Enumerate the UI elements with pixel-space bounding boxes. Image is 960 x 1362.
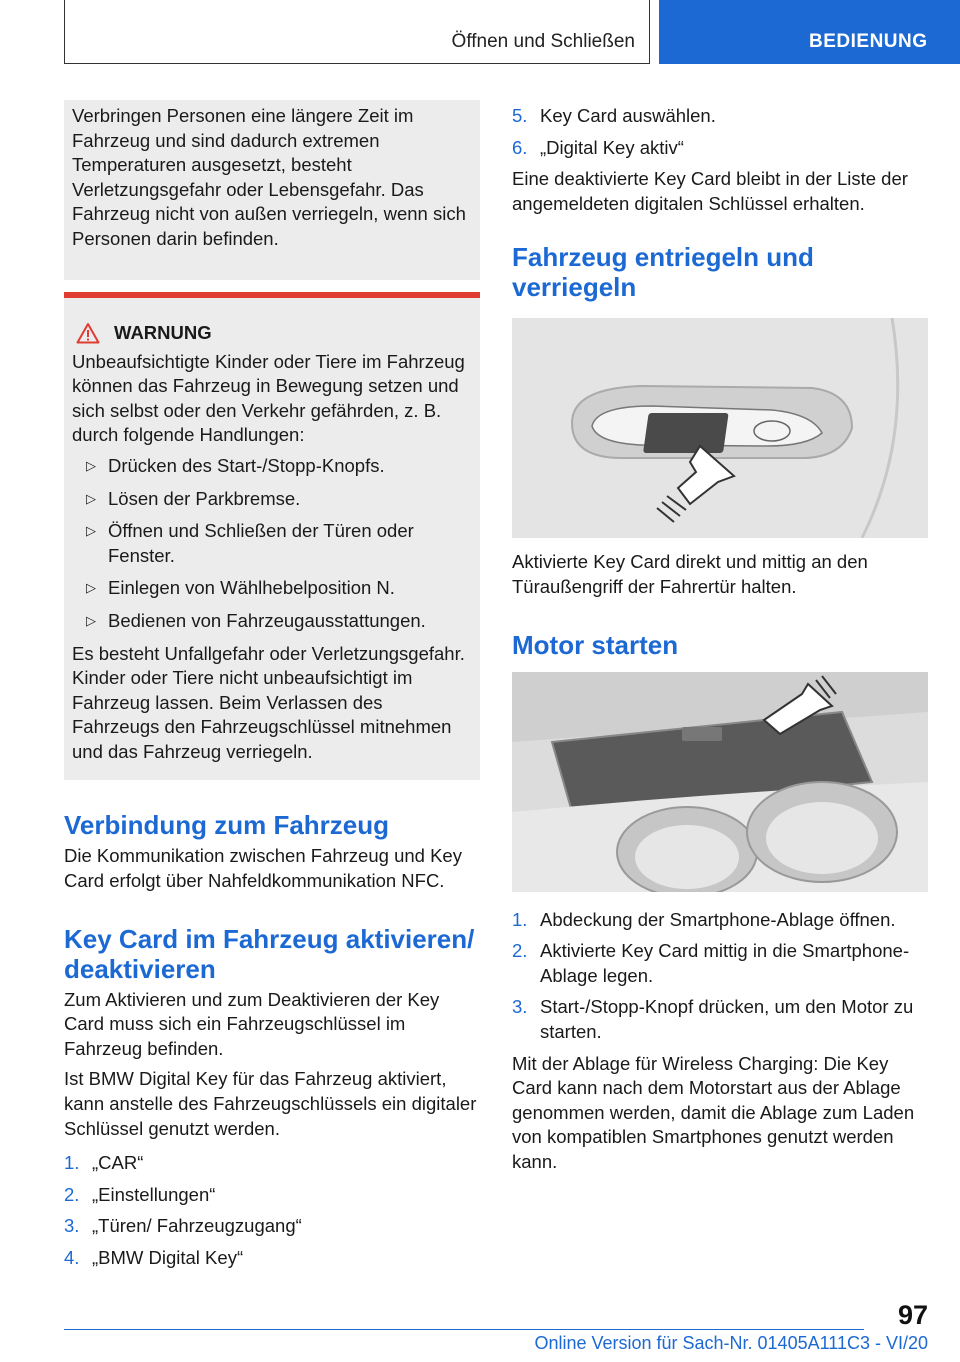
warning-box xyxy=(64,292,480,781)
list-item: ▷ Einlegen von Wählhebelposition N. xyxy=(72,576,472,601)
list-item: ▷ Lösen der Parkbremse. xyxy=(72,487,472,512)
smartphone-tray-illustration xyxy=(512,672,928,892)
bullet-triangle-icon: ▷ xyxy=(86,612,96,628)
heading-key-card-aktivieren: Key Card im Fahrzeug aktivieren/ deaktivieren xyxy=(64,923,475,984)
list-item: 6. „Digital Key aktiv“ xyxy=(512,136,684,158)
list-item: 1. Abdeckung der Smartphone-Ablage öffnen. xyxy=(512,908,896,930)
footer-online-version: Online Version für Sach-Nr. 01405A111C3 - VI/20 xyxy=(534,1333,928,1353)
header-tab-bedienung[interactable] xyxy=(659,0,960,64)
header-title: Öffnen und Schließen xyxy=(451,31,635,52)
list-item: 3. Start-/Stopp-Knopf drücken, um den Motor zu starten. xyxy=(512,996,914,1042)
smartphone-tray-image xyxy=(512,672,928,892)
list-item: ▷ Drücken des Start-/Stopp-Knopfs. xyxy=(72,454,472,479)
entriegeln-caption: Aktivierte Key Card direkt und mittig an den Türaußengriff der Fahrertür halten. xyxy=(512,551,868,597)
door-handle-image xyxy=(512,318,928,538)
aktivieren-text-1: Zum Aktivieren und zum Deaktivieren der Key Card muss sich ein Fahrzeugschlüssel im Fahrzeug befinden. xyxy=(64,988,440,1059)
list-item: 3. „Türen/ Fahrzeugzugang“ xyxy=(64,1215,302,1237)
heading-motor-starten: Motor starten xyxy=(512,629,679,660)
list-item: 2. „Einstellungen“ xyxy=(64,1183,216,1205)
heading-verbindung: Verbindung zum Fahrzeug xyxy=(64,810,390,841)
list-item: 4. „BMW Digital Key“ xyxy=(64,1247,244,1268)
aktivieren-text-2: Ist BMW Digital Key für das Fahrzeug aktiviert, kann anstelle des Fahrzeugschlüssels ein digitaler Schlüssel genutzt werden. xyxy=(64,1068,477,1139)
header-box xyxy=(64,0,650,64)
deaktiviert-text: Eine deaktivierte Key Card bleibt in der Liste der angemeldeten digitalen Schlüssel erhalten. xyxy=(512,168,908,214)
list-item: ▷ Öffnen und Schließen der Türen oder Fenster. xyxy=(72,519,472,568)
aktivieren-steps-continued xyxy=(512,104,928,160)
bullet-triangle-icon: ▷ xyxy=(86,580,96,596)
bullet-triangle-icon: ▷ xyxy=(86,490,96,506)
aktivieren-steps xyxy=(64,1151,480,1270)
page-number: 97 xyxy=(897,1300,928,1330)
list-item: 5. Key Card auswählen. xyxy=(512,105,716,126)
warning-text: Unbeaufsichtigte Kinder oder Tiere im Fahrzeug können das Fahrzeug in Bewegung setzen und sich selbst oder den Verkehr gefährden, z. B. durch folgende Handlungen: xyxy=(72,350,465,446)
wireless-charging-text: Mit der Ablage für Wireless Charging: Die Key Card kann nach dem Motorstart aus der Ablage genommen werden, damit die Ablage zum Laden von kompatiblen Smartphones genutzt werden kann. xyxy=(512,1052,915,1172)
motor-starten-steps xyxy=(512,908,928,1045)
warning-triangle-icon xyxy=(76,322,100,344)
list-item: 1. „CAR“ xyxy=(64,1152,144,1174)
heading-entriegeln: Fahrzeug entriegeln und verriegeln xyxy=(512,242,814,303)
bullet-triangle-icon: ▷ xyxy=(86,523,96,539)
left-column xyxy=(64,100,480,1278)
right-column xyxy=(512,100,928,1175)
warning-list xyxy=(72,454,472,634)
verbindung-text: Die Kommunikation zwischen Fahrzeug und Key Card erfolgt über Nahfeldkommunikation NFC. xyxy=(64,845,462,892)
warning-title: WARNUNG xyxy=(114,321,212,343)
intro-box xyxy=(64,100,480,280)
warning-header xyxy=(76,322,472,344)
footer-divider xyxy=(64,1329,864,1330)
door-handle-illustration xyxy=(512,318,928,538)
header-tab-label: BEDIENUNG xyxy=(809,31,928,52)
bullet-triangle-icon: ▷ xyxy=(86,457,96,473)
list-item: 2. Aktivierte Key Card mittig in die Smartphone-Ablage legen. xyxy=(512,940,910,986)
list-item: ▷ Bedienen von Fahrzeugausstattungen. xyxy=(72,609,472,634)
warning-footer-text: Es besteht Unfallgefahr oder Verletzungsgefahr. Kinder oder Tiere nicht unbeaufsichtigt im Fahrzeug lassen. Beim Verlassen des Fahrzeugs den Fahrzeugschlüssel mitnehmen und das Fahrzeug verriegeln. xyxy=(72,642,465,762)
intro-text: Verbringen Personen eine längere Zeit im Fahrzeug und sind dadurch extremen Temperaturen ausgesetzt, besteht Verletzungsgefahr oder Lebensgefahr. Das Fahrzeug nicht von außen verriegeln, wenn sich Personen darin befinden. xyxy=(72,105,466,249)
